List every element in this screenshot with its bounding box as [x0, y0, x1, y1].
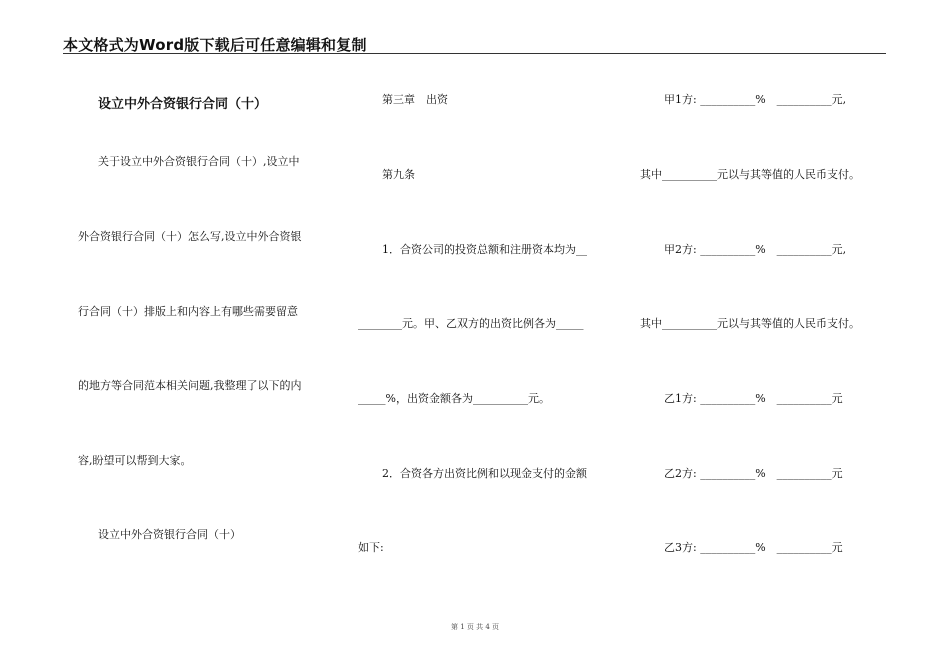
intro-line-3: 行合同（十）排版上和内容上有哪些需要留意: [78, 305, 298, 318]
clause-2-line-1: 2．合资各方出资比例和以现金支付的金额: [382, 467, 587, 480]
intro-line-4: 的地方等合同范本相关问题,我整理了以下的内: [78, 379, 302, 392]
clause-1-line-2: ________元。甲、乙双方的出资比例各为_____: [358, 317, 584, 330]
contract-subtitle: 设立中外合资银行合同（十）: [98, 528, 241, 541]
clause-1-line-3: _____%，出资金额各为__________元。: [358, 392, 550, 405]
party-a2-share: 甲2方: __________% __________元,: [664, 243, 847, 256]
party-b2-share: 乙2方: __________% __________元: [664, 467, 843, 480]
party-a1-payment: 其中__________元以与其等值的人民币支付。: [640, 168, 860, 181]
chapter-heading: 第三章 出资: [382, 93, 448, 106]
party-b1-share: 乙1方: __________% __________元: [664, 392, 843, 405]
contract-title: 设立中外合资银行合同（十）: [98, 97, 268, 112]
intro-line-2: 外合资银行合同（十）怎么写,设立中外合资银: [78, 230, 302, 243]
clause-1-line-1: 1．合资公司的投资总额和注册资本均为__: [382, 243, 587, 256]
intro-line-1: 关于设立中外合资银行合同（十）,设立中: [98, 155, 300, 168]
party-a2-payment: 其中__________元以与其等值的人民币支付。: [640, 317, 860, 330]
download-banner: 本文格式为Word版下载后可任意编辑和复制: [63, 36, 367, 54]
article-heading: 第九条: [382, 168, 415, 181]
page-number: 第 1 页 共 4 页: [450, 623, 500, 631]
intro-line-5: 容,盼望可以帮到大家。: [78, 454, 192, 467]
party-a1-share: 甲1方: __________% __________元,: [664, 93, 847, 106]
header-divider: [63, 53, 886, 54]
clause-2-line-2: 如下:: [358, 541, 384, 554]
party-b3-share: 乙3方: __________% __________元: [664, 541, 843, 554]
